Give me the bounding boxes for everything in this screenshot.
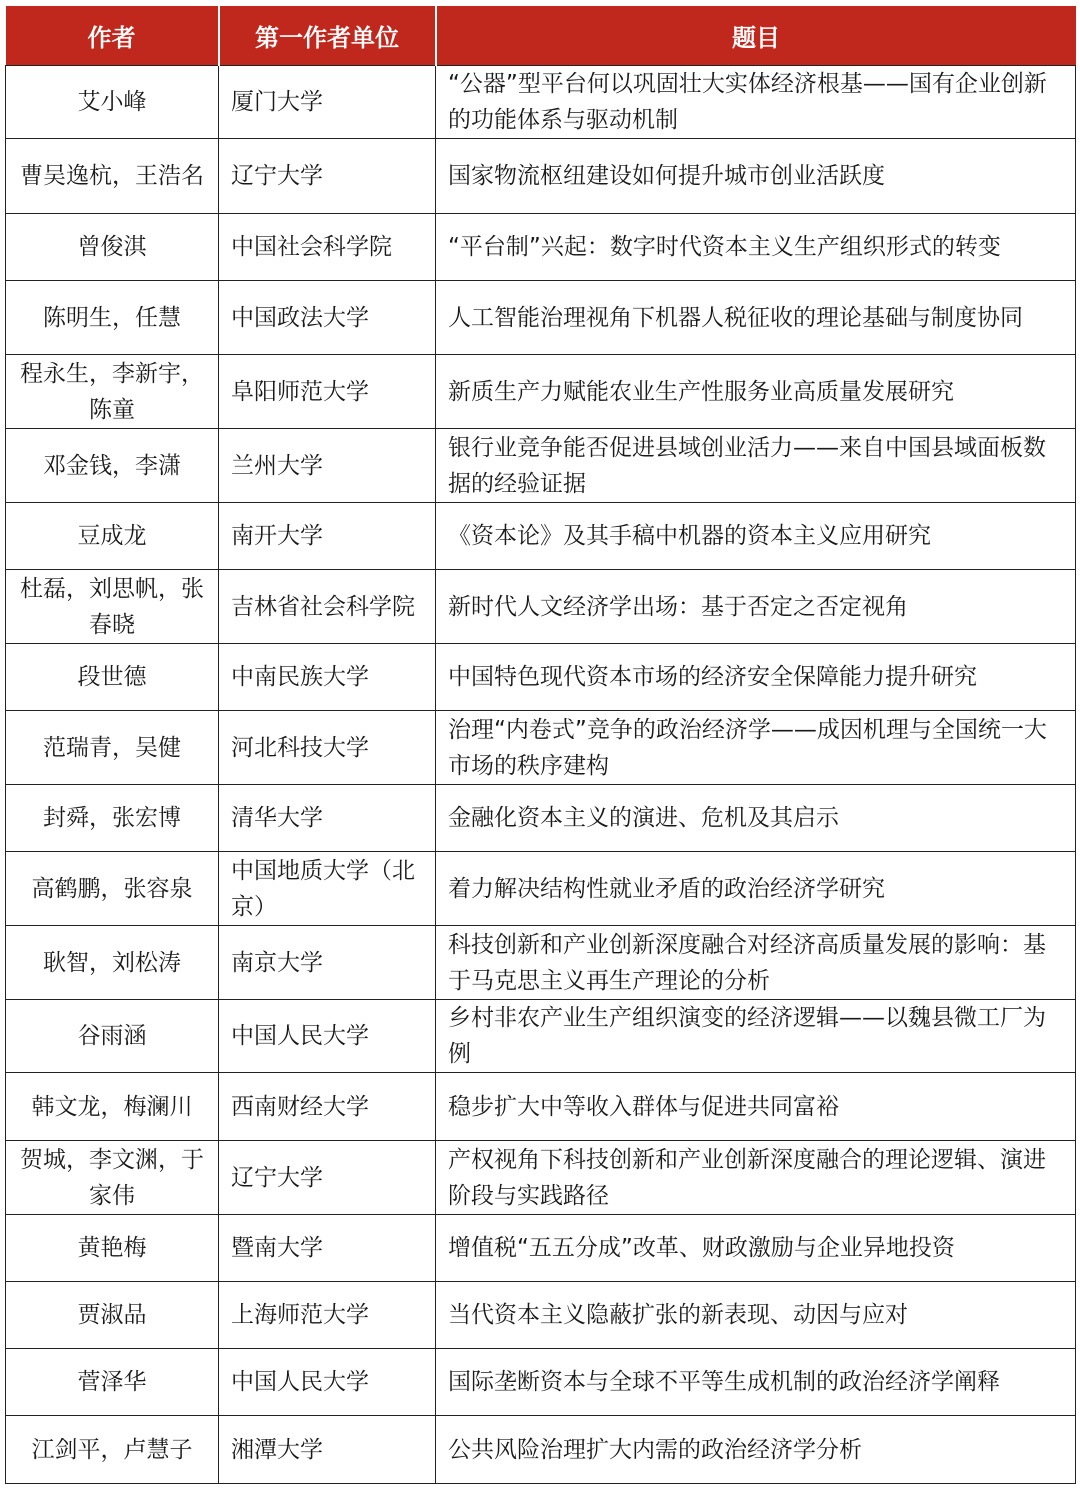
author-cell: 谷雨涵 (6, 1000, 219, 1073)
author-cell: 曹吴逸杭，王浩名 (6, 139, 219, 214)
title-cell: “平台制”兴起：数字时代资本主义生产组织形式的转变 (436, 214, 1076, 281)
title-cell: 新时代人文经济学出场：基于否定之否定视角 (436, 570, 1076, 644)
title-cell: 当代资本主义隐蔽扩张的新表现、动因与应对 (436, 1282, 1076, 1349)
table-row (6, 926, 1076, 1000)
unit-cell: 中国人民大学 (219, 1349, 436, 1416)
table-row (6, 785, 1076, 852)
author-cell: 江剑平，卢慧子 (6, 1416, 219, 1484)
author-cell: 曾俊淇 (6, 214, 219, 281)
title-cell: 增值税“五五分成”改革、财政激励与企业异地投资 (436, 1215, 1076, 1282)
author-cell: 豆成龙 (6, 503, 219, 570)
title-cell: 国际垄断资本与全球不平等生成机制的政治经济学阐释 (436, 1349, 1076, 1416)
table-row (6, 1282, 1076, 1349)
author-cell: 范瑞青，吴健 (6, 711, 219, 785)
title-cell: 科技创新和产业创新深度融合对经济高质量发展的影响：基于马克思主义再生产理论的分析 (436, 926, 1076, 1000)
unit-cell: 西南财经大学 (219, 1073, 436, 1141)
unit-cell: 中南民族大学 (219, 644, 436, 711)
unit-cell: 中国人民大学 (219, 1000, 436, 1073)
table-row (6, 66, 1076, 139)
title-cell: 新质生产力赋能农业生产性服务业高质量发展研究 (436, 355, 1076, 429)
unit-cell: 兰州大学 (219, 429, 436, 503)
table-row (6, 355, 1076, 429)
table-body (6, 66, 1076, 1484)
title-cell: 着力解决结构性就业矛盾的政治经济学研究 (436, 852, 1076, 926)
table-row (6, 139, 1076, 214)
author-cell: 贾淑品 (6, 1282, 219, 1349)
title-cell: 银行业竞争能否促进县域创业活力——来自中国县域面板数据的经验证据 (436, 429, 1076, 503)
author-cell: 程永生，李新宇，陈童 (6, 355, 219, 429)
title-cell: 公共风险治理扩大内需的政治经济学分析 (436, 1416, 1076, 1484)
unit-cell: 辽宁大学 (219, 139, 436, 214)
table-row (6, 1349, 1076, 1416)
author-cell: 韩文龙，梅澜川 (6, 1073, 219, 1141)
author-cell: 菅泽华 (6, 1349, 219, 1416)
unit-cell: 上海师范大学 (219, 1282, 436, 1349)
unit-cell: 辽宁大学 (219, 1141, 436, 1215)
title-cell: 治理“内卷式”竞争的政治经济学——成因机理与全国统一大市场的秩序建构 (436, 711, 1076, 785)
table-row (6, 711, 1076, 785)
table-row (6, 214, 1076, 281)
title-cell: 中国特色现代资本市场的经济安全保障能力提升研究 (436, 644, 1076, 711)
table-row (6, 644, 1076, 711)
unit-cell: 河北科技大学 (219, 711, 436, 785)
unit-cell: 清华大学 (219, 785, 436, 852)
author-cell: 艾小峰 (6, 66, 219, 139)
unit-cell: 吉林省社会科学院 (219, 570, 436, 644)
header-author: 作者 (6, 6, 219, 66)
unit-cell: 南开大学 (219, 503, 436, 570)
title-cell: “公器”型平台何以巩固壮大实体经济根基——国有企业创新的功能体系与驱动机制 (436, 66, 1076, 139)
title-cell: 《资本论》及其手稿中机器的资本主义应用研究 (436, 503, 1076, 570)
table-row (6, 1215, 1076, 1282)
header-unit: 第一作者单位 (219, 6, 436, 66)
unit-cell: 中国社会科学院 (219, 214, 436, 281)
header-title: 题目 (436, 6, 1076, 66)
table-row (6, 1073, 1076, 1141)
table-row (6, 1000, 1076, 1073)
table-row (6, 1416, 1076, 1484)
unit-cell: 南京大学 (219, 926, 436, 1000)
unit-cell: 暨南大学 (219, 1215, 436, 1282)
author-cell: 封舜，张宏博 (6, 785, 219, 852)
author-cell: 邓金钱，李潇 (6, 429, 219, 503)
table-row (6, 1141, 1076, 1215)
table-row (6, 281, 1076, 355)
title-cell: 国家物流枢纽建设如何提升城市创业活跃度 (436, 139, 1076, 214)
title-cell: 产权视角下科技创新和产业创新深度融合的理论逻辑、演进阶段与实践路径 (436, 1141, 1076, 1215)
author-cell: 黄艳梅 (6, 1215, 219, 1282)
table-row (6, 570, 1076, 644)
table-row (6, 503, 1076, 570)
table-header (6, 6, 1076, 66)
author-cell: 陈明生，任慧 (6, 281, 219, 355)
title-cell: 乡村非农产业生产组织演变的经济逻辑——以魏县微工厂为例 (436, 1000, 1076, 1073)
header-row (6, 6, 1076, 66)
title-cell: 金融化资本主义的演进、危机及其启示 (436, 785, 1076, 852)
author-cell: 贺城，李文渊，于家伟 (6, 1141, 219, 1215)
table-row (6, 429, 1076, 503)
table-row (6, 852, 1076, 926)
paper-list-table (5, 6, 1076, 1484)
unit-cell: 厦门大学 (219, 66, 436, 139)
author-cell: 高鹤鹏，张容泉 (6, 852, 219, 926)
author-cell: 耿智，刘松涛 (6, 926, 219, 1000)
unit-cell: 中国地质大学（北京） (219, 852, 436, 926)
author-cell: 段世德 (6, 644, 219, 711)
unit-cell: 中国政法大学 (219, 281, 436, 355)
unit-cell: 湘潭大学 (219, 1416, 436, 1484)
author-cell: 杜磊，刘思帆，张春晓 (6, 570, 219, 644)
title-cell: 稳步扩大中等收入群体与促进共同富裕 (436, 1073, 1076, 1141)
title-cell: 人工智能治理视角下机器人税征收的理论基础与制度协同 (436, 281, 1076, 355)
unit-cell: 阜阳师范大学 (219, 355, 436, 429)
